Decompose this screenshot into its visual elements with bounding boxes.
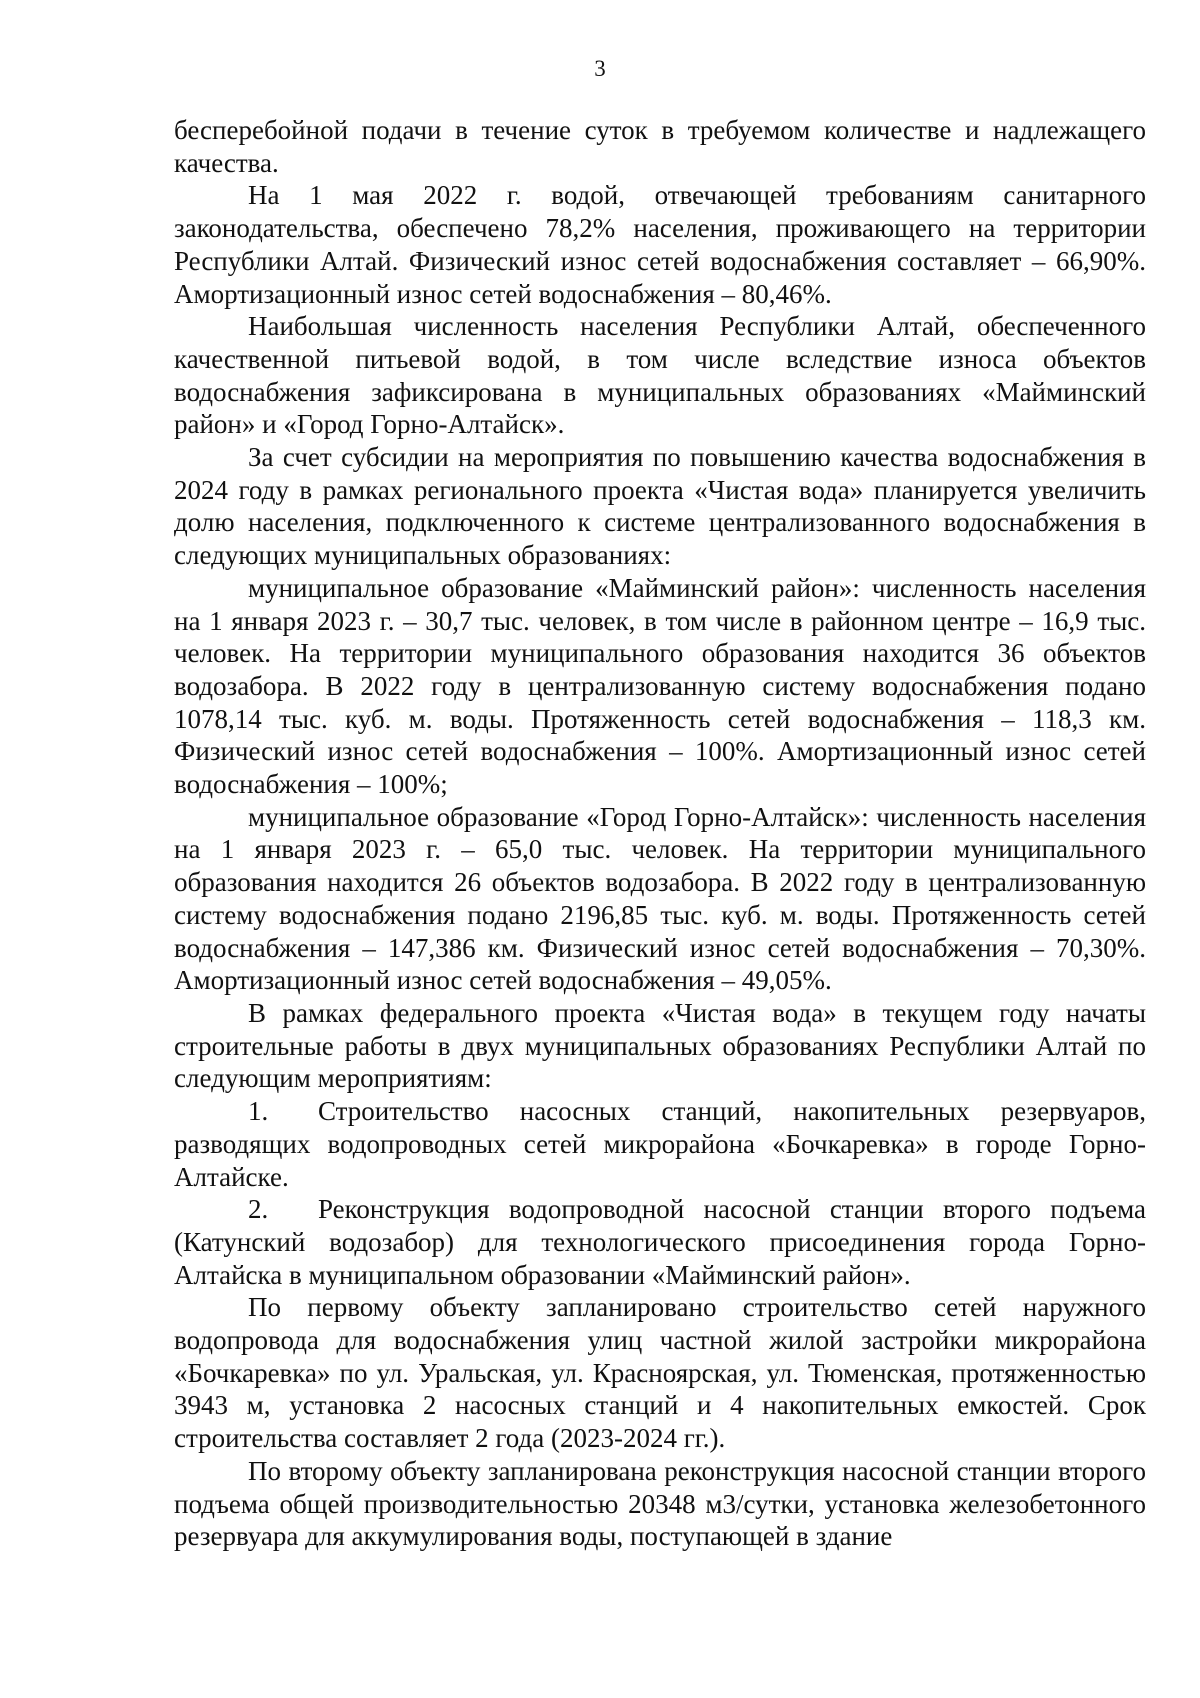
list-item-2 (174, 1193, 1146, 1291)
list-item-number: 2. (248, 1194, 269, 1225)
list-item-text: Реконструкция водопроводной насосной станции второго подъема (Катунский водозабор) для технологического присоединения города Горно-Алтайска в муниципальном образовании «Майминский район». (174, 1194, 1146, 1290)
list-item-number: 1. (248, 1096, 269, 1127)
paragraph-federal-project: В рамках федерального проекта «Чистая вода» в текущем году начаты строительные работы в двух муниципальных образованиях Республики Алтай по следующим мероприятиям: (174, 997, 1146, 1094)
paragraph-gorno-altaysk: муниципальное образование «Город Горно-Алтайск»: численность населения на 1 января 2023 г. – 65,0 тыс. человек. На территории муниципального образования находится 26 объектов водозабора. В 2022 году в централизованную систему водоснабжения подано 2196,85 тыс. куб. м. воды. Протяженность сетей водоснабжения – 147,386 км. Физический износ сетей водоснабжения – 70,30%. Амортизационный износ сетей водоснабжения – 49,05%. (174, 801, 1146, 996)
page-number: 3 (594, 56, 606, 81)
paragraph-subsidy: За счет субсидии на мероприятия по повышению качества водоснабжения в 2024 году в рамках регионального проекта «Чистая вода» планируется увеличить долю населения, подключенного к системе централизованного водоснабжения в следующих муниципальных образованиях: (174, 442, 1146, 571)
paragraph-second-object: По второму объекту запланирована реконструкция насосной станции второго подъема общей производительностью 20348 м3/сутки, установка железобетонного резервуара для аккумулирования воды, поступающей в здание (174, 1455, 1146, 1552)
paragraph-water-quality: На 1 мая 2022 г. водой, отвечающей требованиям санитарного законодательства, обеспечено 78,2% населения, проживающего на территории Республики Алтай. Физический износ сетей водоснабжения составляет – 66,90%. Амортизационный износ сетей водоснабжения – 80,46%. (174, 180, 1146, 309)
paragraph-first-object: По первому объекту запланировано строительство сетей наружного водопровода для водоснабжения улиц частной жилой застройки микрорайона «Бочкаревка» по ул. Уральская, ул. Красноярская, ул. Тюменская, протяженностью 3943 м, установка 2 насосных станций и 4 накопительных емкостей. Срок строительства составляет 2 года (2023-2024 гг.). (174, 1292, 1146, 1454)
list-item-text: Строительство насосных станций, накопительных резервуаров, разводящих водопроводных сетей микрорайона «Бочкаревка» в городе Горно-Алтайске. (174, 1096, 1146, 1192)
paragraph-largest-population: Наибольшая численность населения Республики Алтай, обеспеченного качественной питьевой водой, в том числе вследствие износа объектов водоснабжения зафиксирована в муниципальных образованиях «Майминский район» и «Город Горно-Алтайск». (174, 311, 1146, 440)
paragraph-continuation: бесперебойной подачи в течение суток в требуемом количестве и надлежащего качества. (174, 115, 1146, 178)
document-body (174, 114, 1146, 1553)
list-item-1 (174, 1095, 1146, 1193)
paragraph-maiminsky-district: муниципальное образование «Майминский район»: численность населения на 1 января 2023 г. – 30,7 тыс. человек, в том числе в районном центре – 16,9 тыс. человек. На территории муниципального образования находится 36 объектов водозабора. В 2022 году в централизованную систему водоснабжения подано 1078,14 тыс. куб. м. воды. Протяженность сетей водоснабжения – 118,3 км. Физический износ сетей водоснабжения – 100%. Амортизационный износ сетей водоснабжения – 100%; (174, 572, 1146, 800)
